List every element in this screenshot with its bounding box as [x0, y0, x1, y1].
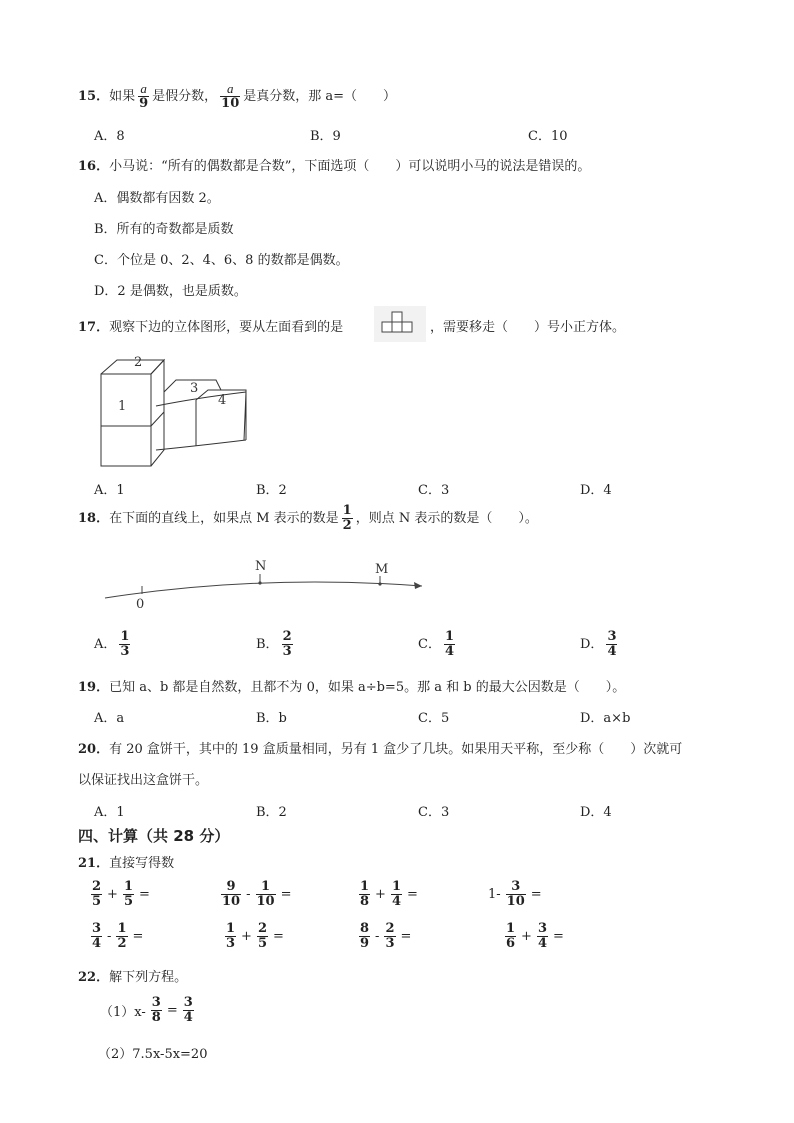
- equation-2: （2）7.5x-5x=20: [98, 1047, 208, 1062]
- question-21: 21．直接写得数: [78, 856, 175, 871]
- fraction-one-half: $\frac{1}{2}$: [342, 503, 352, 533]
- option-a[interactable]: A． $\frac{1}{3}$: [94, 629, 130, 659]
- question-20-line2: 以保证找出这盒饼干。: [78, 773, 209, 788]
- option-a[interactable]: A．8: [94, 129, 125, 144]
- option-c[interactable]: C．个位是 0、2、4、6、8 的数都是偶数。: [94, 253, 349, 268]
- option-b[interactable]: B．2: [256, 483, 287, 498]
- option-d[interactable]: D．2 是偶数，也是质数。: [94, 284, 247, 299]
- option-b[interactable]: B．所有的奇数都是质数: [94, 222, 234, 237]
- option-b[interactable]: B． $\frac{2}{3}$: [256, 629, 292, 659]
- option-d[interactable]: D．a×b: [580, 711, 631, 726]
- calc-item: $\frac{1}{8}$ + $\frac{1}{4}$ =: [360, 879, 418, 909]
- question-17: 17．观察下边的立体图形，要从左面看到的是: [78, 320, 344, 335]
- question-text-tail: ，需要移走（ ）号小正方体。: [430, 320, 626, 335]
- calc-item: $\frac{3}{4}$ - $\frac{1}{2}$ =: [92, 921, 144, 951]
- cube-label-4: 4: [218, 393, 227, 408]
- cube-figure: [96, 350, 256, 472]
- question-22: 22．解下列方程。: [78, 970, 188, 985]
- fraction-a-over-9: $\frac{a}{9}$: [139, 81, 149, 111]
- option-c[interactable]: C．5: [418, 711, 450, 726]
- option-d[interactable]: D．4: [580, 483, 612, 498]
- question-20: 20．有 20 盒饼干，其中的 19 盒质量相同，另有 1 盒少了几块。如果用天平称，至少称（ ）次就可: [78, 742, 683, 757]
- option-c[interactable]: C．10: [528, 129, 568, 144]
- option-a[interactable]: A．1: [94, 805, 125, 820]
- point-n-label: N: [255, 559, 267, 574]
- number-line: [100, 556, 430, 612]
- question-number: 15．: [78, 89, 110, 104]
- option-a[interactable]: A．偶数都有因数 2。: [94, 191, 220, 206]
- option-b[interactable]: B．9: [310, 129, 341, 144]
- calc-item: $\frac{1}{6}$ + $\frac{3}{4}$ =: [506, 921, 564, 951]
- cube-label-1: 1: [118, 399, 127, 414]
- calc-item: $\frac{1}{3}$ + $\frac{2}{5}$ =: [226, 921, 284, 951]
- option-c[interactable]: C． $\frac{1}{4}$: [418, 629, 454, 659]
- calc-item: $\frac{2}{5}$ + $\frac{1}{5}$ =: [92, 879, 150, 909]
- section-heading: 四、计算（共 28 分）: [78, 827, 230, 845]
- point-m-label: M: [375, 562, 389, 577]
- zero-label: 0: [136, 597, 145, 612]
- option-b[interactable]: B．2: [256, 805, 287, 820]
- question-text: 如果: [109, 89, 136, 104]
- equation-1: （1）x- $\frac{3}{8}$ = $\frac{3}{4}$: [100, 995, 193, 1025]
- cube-label-2: 2: [134, 355, 143, 370]
- question-15: 15．如果 $\frac{a}{9}$ 是假分数， $\frac{a}{10}$ 是真分数，那 a=（ ）: [78, 81, 397, 111]
- calc-item: $\frac{8}{9}$ - $\frac{2}{3}$ =: [360, 921, 412, 951]
- question-19: 19．已知 a、b 都是自然数，且都不为 0，如果 a÷b=5。那 a 和 b 的最大公因数是（ ）。: [78, 680, 626, 695]
- option-c[interactable]: C．3: [418, 805, 450, 820]
- fraction-a-over-10: $\frac{a}{10}$: [221, 81, 240, 111]
- cube-label-3: 3: [190, 381, 199, 396]
- left-view-icon: [374, 306, 426, 342]
- option-a[interactable]: A．1: [94, 483, 125, 498]
- option-d[interactable]: D． $\frac{3}{4}$: [580, 629, 617, 659]
- option-a[interactable]: A．a: [94, 711, 125, 726]
- calc-item: $\frac{9}{10}$ - $\frac{1}{10}$ =: [222, 879, 292, 909]
- calc-item: 1- $\frac{3}{10}$ =: [488, 879, 542, 909]
- question-16: 16．小马说：“所有的偶数都是合数”，下面选项（ ）可以说明小马的说法是错误的。: [78, 159, 591, 174]
- option-b[interactable]: B．b: [256, 711, 287, 726]
- option-d[interactable]: D．4: [580, 805, 612, 820]
- option-c[interactable]: C．3: [418, 483, 450, 498]
- question-18: 18．在下面的直线上，如果点 M 表示的数是 $\frac{1}{2}$ ，则点 N 表示的数是（ ）。: [78, 503, 538, 533]
